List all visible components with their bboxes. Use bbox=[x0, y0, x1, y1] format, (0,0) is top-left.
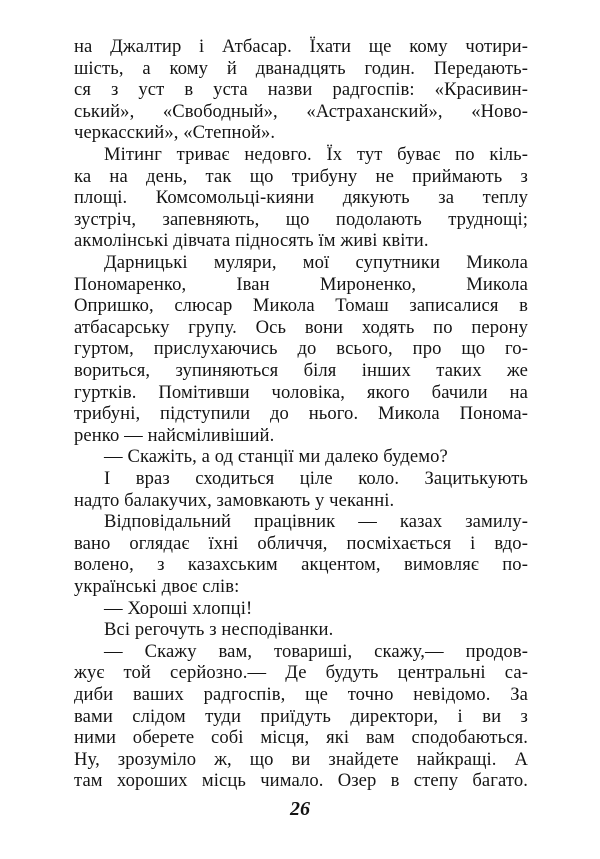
text-line: ренко — найсміливіший. bbox=[74, 424, 275, 446]
text-line: гуртків. Помітивши чоловіка, якого бачили на bbox=[74, 381, 528, 403]
text-line: на Джалтир і Атбасар. Їхати ще кому чотири- bbox=[74, 36, 528, 57]
text-line: вориться, зупиняються біля інших таких же bbox=[74, 360, 528, 381]
text-line: Ну, зрозуміло ж, що ви знайдете найкращі. А bbox=[74, 748, 528, 770]
text-line: Пономаренко, Іван Мироненко, Микола bbox=[74, 273, 528, 295]
text-line: ка на день, так що трибуну не приймають з bbox=[74, 165, 528, 187]
text-line: акмолінські дівчата підносять їм живі квіти. bbox=[74, 230, 429, 252]
paragraph-start-line: Всі регочуть з несподіванки. bbox=[104, 619, 334, 641]
page-number: 26 bbox=[290, 798, 310, 820]
text-line: вами слідом туди приїдуть директори, і ви з bbox=[74, 705, 528, 727]
dialogue-line: — Хороші хлопці! bbox=[104, 597, 253, 619]
paragraph-start-line: Дарницькі муляри, мої супутники Микола bbox=[104, 252, 528, 273]
text-line: українські двоє слів: bbox=[74, 576, 240, 597]
text-line: ся з уст в уста назви радгоспів: «Красивин- bbox=[74, 79, 528, 101]
text-line: Опришко, слюсар Микола Томаш записалися в bbox=[74, 295, 528, 317]
dialogue-line: — Скажіть, а од станції ми далеко будемо? bbox=[104, 446, 448, 468]
text-line: зустріч, запевняють, що подолають труднощі; bbox=[74, 208, 528, 230]
text-line: атбасарську групу. Ось вони ходять по перону bbox=[74, 316, 528, 338]
text-line: надто балакучих, замовкають у чеканні. bbox=[74, 489, 395, 511]
text-line: шість, а кому й дванадцять годин. Передають- bbox=[74, 57, 528, 79]
text-line: жує той серйозно.— Де будуть центральні са- bbox=[74, 662, 528, 684]
text-line: диби ваших радгоспів, ще точно невідомо. За bbox=[74, 684, 528, 705]
text-line: ський», «Свободный», «Астраханский», «Ново- bbox=[74, 100, 528, 122]
text-line: волено, з казахським акцентом, вимовляє по- bbox=[74, 554, 528, 576]
text-line: гуртом, прислухаючись до всього, про що го- bbox=[74, 338, 528, 360]
text-line: там хороших місць чимало. Озер в степу багато. bbox=[74, 770, 528, 792]
text-line: вано оглядає їхні обличчя, посміхається і вдо- bbox=[74, 532, 528, 554]
paragraph-start-line: Відповідальний працівник — казах замилу- bbox=[104, 511, 528, 533]
paragraph-start-line: І враз сходиться ціле коло. Зацитькують bbox=[104, 468, 528, 489]
text-line: площі. Комсомольці-кияни дякують за теплу bbox=[74, 187, 528, 209]
text-line: трибуні, підступили до нього. Микола Понома- bbox=[74, 403, 528, 425]
text-line: ними оберете собі місця, які вам сподобаються. bbox=[74, 727, 528, 749]
text-line: черкасский», «Степной». bbox=[74, 122, 276, 144]
paragraph-start-line: Мітинг триває недовго. Їх тут буває по кіль- bbox=[104, 144, 528, 165]
dialogue-line: — Скажу вам, товариші, скажу,— продов- bbox=[104, 640, 528, 662]
